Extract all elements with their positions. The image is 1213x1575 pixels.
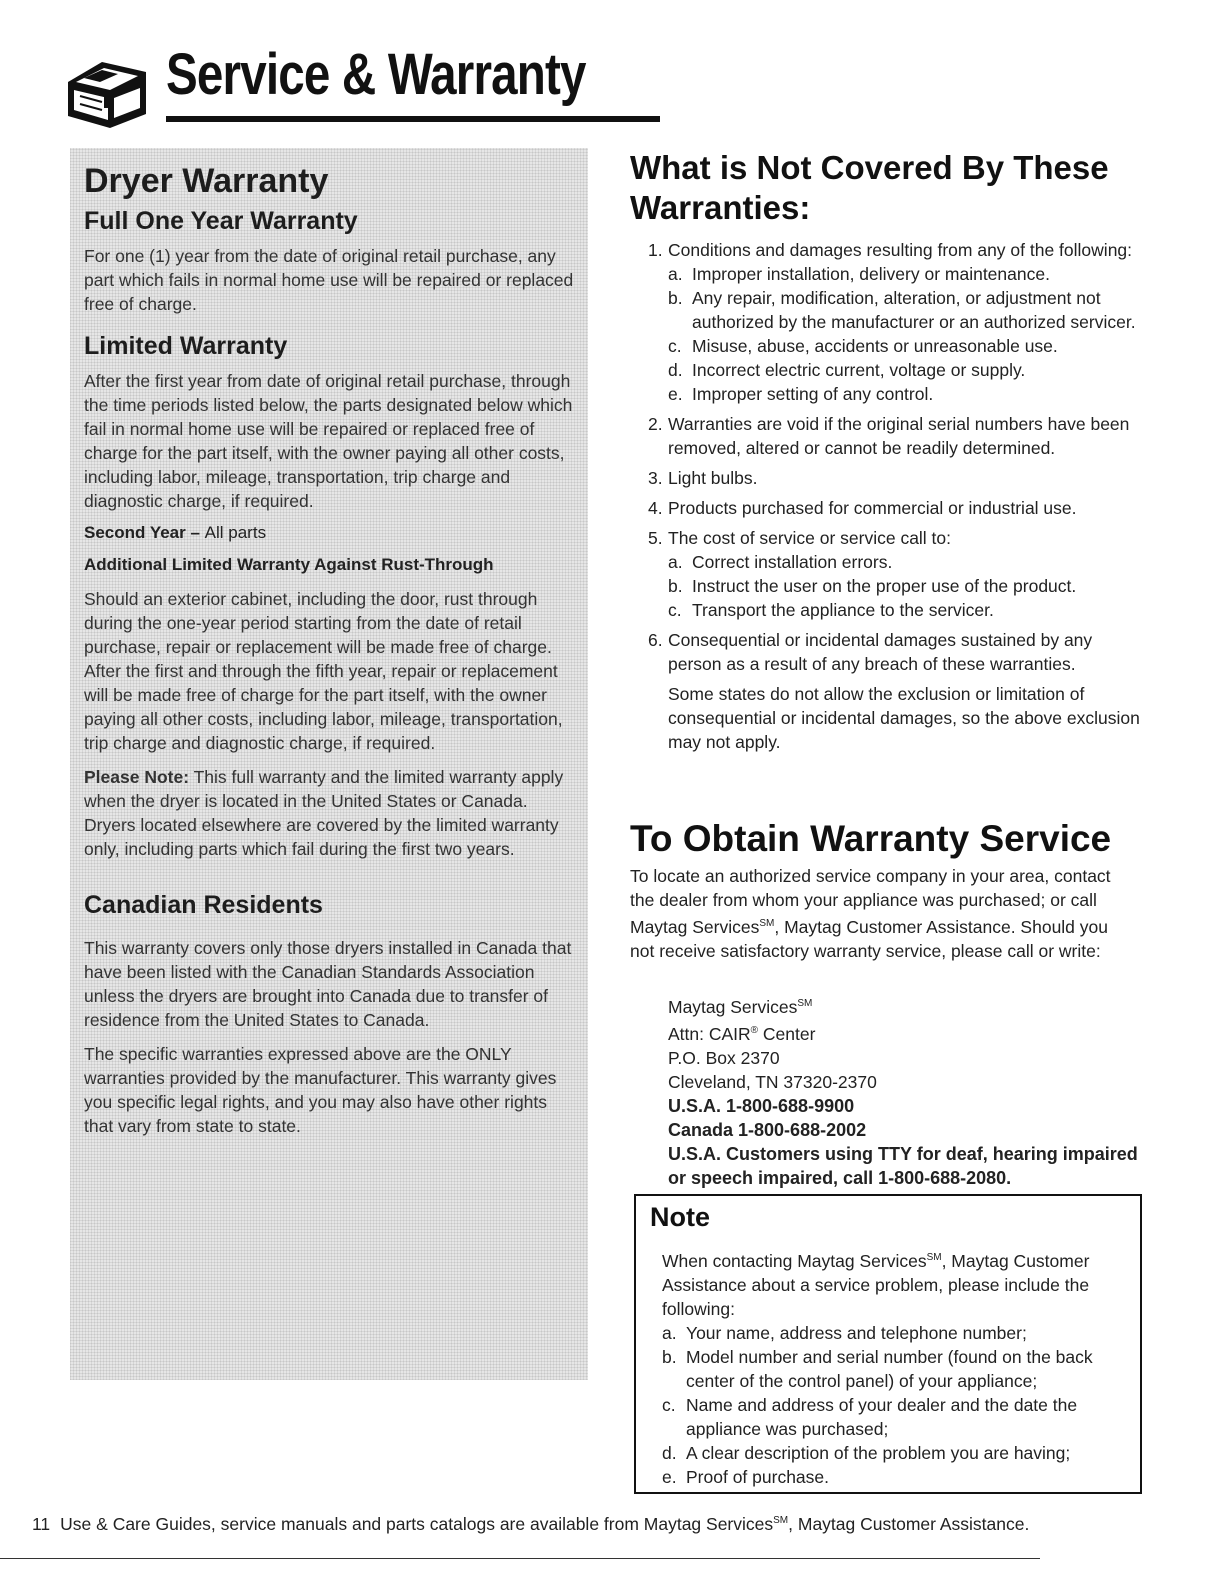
sub-list bbox=[668, 262, 1150, 406]
note-box bbox=[634, 1194, 1142, 1494]
sub-item bbox=[668, 382, 1150, 406]
page-number: 11 bbox=[32, 1514, 51, 1534]
please-note-label: Please Note: bbox=[84, 767, 190, 787]
note-item bbox=[662, 1321, 1134, 1345]
canadian-residents-text: This warranty covers only those dryers installed in Canada that have been listed with the Canadian Standards Association unless the dryers are brought into Canada due to transfer of residence from the United States to Canada. bbox=[84, 938, 572, 1030]
list-item bbox=[630, 412, 1150, 460]
second-year-line bbox=[84, 523, 576, 543]
sub-item bbox=[668, 286, 1150, 334]
center-text: Center bbox=[758, 1023, 816, 1044]
service-mark: SM bbox=[926, 1252, 942, 1263]
item-text: Consequential or incidental damages sustained by any person as a result of any breach of these warranties. bbox=[668, 630, 1093, 674]
dryer-warranty-heading: Dryer Warranty bbox=[84, 162, 329, 200]
note-body bbox=[662, 1246, 1134, 1489]
sub-text: Improper installation, delivery or maintenance. bbox=[692, 264, 1050, 284]
limited-warranty-heading: Limited Warranty bbox=[84, 332, 288, 360]
footer-text: Use & Care Guides, service manuals and parts catalogs are available from Maytag Services bbox=[60, 1514, 774, 1534]
obtain-text-part: To locate an authorized service company in your area, contact the dealer from whom your appliance was purchased; or call Maytag Services bbox=[630, 866, 1111, 937]
note-item bbox=[662, 1441, 1134, 1465]
sub-letter: b. bbox=[668, 576, 683, 596]
dryer-warranty-panel bbox=[70, 148, 588, 1380]
sub-text: Instruct the user on the proper use of the product. bbox=[692, 576, 1077, 596]
note-intro-part: , Maytag Customer Assistance about a service problem, please include the following: bbox=[662, 1250, 1090, 1319]
item-number: 6. bbox=[648, 630, 663, 650]
sub-text: Improper setting of any control. bbox=[692, 384, 934, 404]
note-text: A clear description of the problem you are having; bbox=[686, 1442, 1071, 1463]
second-year-label: Second Year – bbox=[84, 523, 200, 542]
note-item bbox=[662, 1465, 1134, 1489]
sub-text: Incorrect electric current, voltage or supply. bbox=[692, 360, 1026, 380]
item-number: 1. bbox=[648, 240, 663, 260]
item-number: 5. bbox=[648, 528, 663, 548]
not-covered-section bbox=[630, 148, 1150, 760]
note-intro-part: When contacting Maytag Services bbox=[662, 1250, 927, 1271]
page-title: Service & Warranty bbox=[166, 42, 586, 107]
address-name bbox=[668, 992, 1168, 1019]
note-item bbox=[662, 1393, 1134, 1441]
page-header bbox=[62, 40, 602, 130]
note-heading: Note bbox=[650, 1202, 710, 1232]
sub-letter: b. bbox=[668, 288, 683, 308]
tty-phone: U.S.A. Customers using TTY for deaf, hearing impaired or speech impaired, call 1-800-688-2080. bbox=[668, 1143, 1138, 1188]
sub-text: Correct installation errors. bbox=[692, 552, 893, 572]
obtain-text-part: , Maytag Customer Assistance. Should you not receive satisfactory warranty service, please call or write: bbox=[630, 916, 1108, 961]
item-text: Products purchased for commercial or industrial use. bbox=[668, 498, 1077, 518]
list-item bbox=[630, 238, 1150, 406]
item-text: Conditions and damages resulting from any of the following: bbox=[668, 240, 1133, 260]
obtain-service-heading: To Obtain Warranty Service bbox=[630, 818, 1112, 859]
sub-letter: e. bbox=[668, 384, 683, 404]
sub-item bbox=[668, 334, 1150, 358]
toolbox-icon bbox=[62, 48, 152, 128]
item-number: 3. bbox=[648, 468, 663, 488]
service-mark: SM bbox=[797, 998, 813, 1009]
not-covered-heading: What is Not Covered By These Warranties: bbox=[630, 149, 1109, 226]
note-letter: a. bbox=[662, 1322, 677, 1343]
sub-item bbox=[668, 358, 1150, 382]
please-note-text: This full warranty and the limited warranty apply when the dryer is located in the United States or Canada. Dryers located elsewhere are covered by the limited warranty only, including parts which fail during the first two years. bbox=[84, 767, 564, 859]
attn-text: Attn: CAIR bbox=[668, 1023, 751, 1044]
states-note: Some states do not allow the exclusion or limitation of consequential or incidental damages, so the above exclusion may not apply. bbox=[668, 684, 1140, 752]
list-item bbox=[630, 496, 1150, 520]
second-year-text: All parts bbox=[204, 523, 267, 542]
sub-letter: c. bbox=[668, 600, 682, 620]
list-item bbox=[630, 526, 1150, 622]
sub-item bbox=[668, 550, 1150, 574]
address-name-text: Maytag Services bbox=[668, 996, 798, 1017]
sub-item bbox=[668, 598, 1150, 622]
footer-text: , Maytag Customer Assistance. bbox=[788, 1514, 1030, 1534]
rust-warranty-heading: Additional Limited Warranty Against Rust-Through bbox=[84, 555, 494, 574]
rust-warranty-text: Should an exterior cabinet, including the door, rust through during the one-year period starting from the date of retail purchase, repair or replacement will be made free of charge. After the first and through the fifth year, repair or replacement will be made free of charge for the part itself, with the owner paying all other costs, including labor, mileage, transportation, trip charge and diagnostic charge, if required. bbox=[84, 589, 563, 753]
sub-item bbox=[668, 574, 1150, 598]
service-address bbox=[668, 992, 1168, 1190]
item-number: 4. bbox=[648, 498, 663, 518]
address-attn bbox=[668, 1019, 1168, 1046]
item-text: Light bulbs. bbox=[668, 468, 758, 488]
item-text: Warranties are void if the original serial numbers have been removed, altered or cannot be readily determined. bbox=[668, 414, 1130, 458]
note-letter: e. bbox=[662, 1466, 677, 1487]
not-covered-list bbox=[630, 238, 1150, 754]
list-item bbox=[630, 466, 1150, 490]
note-letter: b. bbox=[662, 1346, 677, 1367]
bottom-rule bbox=[0, 1558, 1040, 1559]
sub-letter: c. bbox=[668, 336, 682, 356]
canadian-residents-heading: Canadian Residents bbox=[84, 891, 323, 919]
full-warranty-heading: Full One Year Warranty bbox=[84, 207, 358, 235]
note-letter: c. bbox=[662, 1394, 676, 1415]
sub-list bbox=[668, 550, 1150, 622]
note-intro bbox=[662, 1246, 1134, 1321]
sub-text: Any repair, modification, alteration, or adjustment not authorized by the manufacturer or an authorized servicer. bbox=[692, 288, 1136, 332]
item-number: 2. bbox=[648, 414, 663, 434]
note-text: Model number and serial number (found on the back center of the control panel) of your appliance; bbox=[686, 1346, 1093, 1391]
sub-item bbox=[668, 262, 1150, 286]
address-po: P.O. Box 2370 bbox=[668, 1047, 780, 1068]
service-mark: SM bbox=[773, 1515, 789, 1527]
note-list bbox=[662, 1321, 1134, 1489]
sub-text: Transport the appliance to the servicer. bbox=[692, 600, 994, 620]
sub-letter: d. bbox=[668, 360, 683, 380]
address-city: Cleveland, TN 37320-2370 bbox=[668, 1071, 877, 1092]
limited-warranty-text: After the first year from date of original retail purchase, through the time periods listed below, the parts designated below which fail in normal home use will be repaired or replaced free of charge for the part itself, with the owner paying all other costs, including labor, mileage, transportation, trip charge and diagnostic charge, if required. bbox=[84, 371, 573, 511]
service-mark: SM bbox=[759, 918, 775, 929]
usa-phone: U.S.A. 1-800-688-9900 bbox=[668, 1095, 855, 1116]
list-item bbox=[630, 628, 1150, 754]
sub-text: Misuse, abuse, accidents or unreasonable use. bbox=[692, 336, 1058, 356]
page-footer bbox=[32, 1514, 1192, 1535]
sub-letter: a. bbox=[668, 552, 683, 572]
item-text: The cost of service or service call to: bbox=[668, 528, 952, 548]
canada-phone: Canada 1-800-688-2002 bbox=[668, 1119, 867, 1140]
specific-warranties-text: The specific warranties expressed above are the ONLY warranties provided by the manufacturer. This warranty gives you specific legal rights, and you may also have other rights that vary from state to state. bbox=[84, 1044, 557, 1136]
note-letter: d. bbox=[662, 1442, 677, 1463]
note-text: Your name, address and telephone number; bbox=[686, 1322, 1027, 1343]
please-note-paragraph bbox=[84, 765, 576, 861]
obtain-service-text bbox=[630, 864, 1130, 963]
title-underline bbox=[166, 116, 660, 122]
registered-mark: ® bbox=[750, 1024, 759, 1036]
sub-letter: a. bbox=[668, 264, 683, 284]
note-text: Proof of purchase. bbox=[686, 1466, 829, 1487]
note-item bbox=[662, 1345, 1134, 1393]
note-text: Name and address of your dealer and the date the appliance was purchased; bbox=[686, 1394, 1078, 1439]
full-warranty-text: For one (1) year from the date of original retail purchase, any part which fails in normal home use will be repaired or replaced free of charge. bbox=[84, 246, 574, 314]
